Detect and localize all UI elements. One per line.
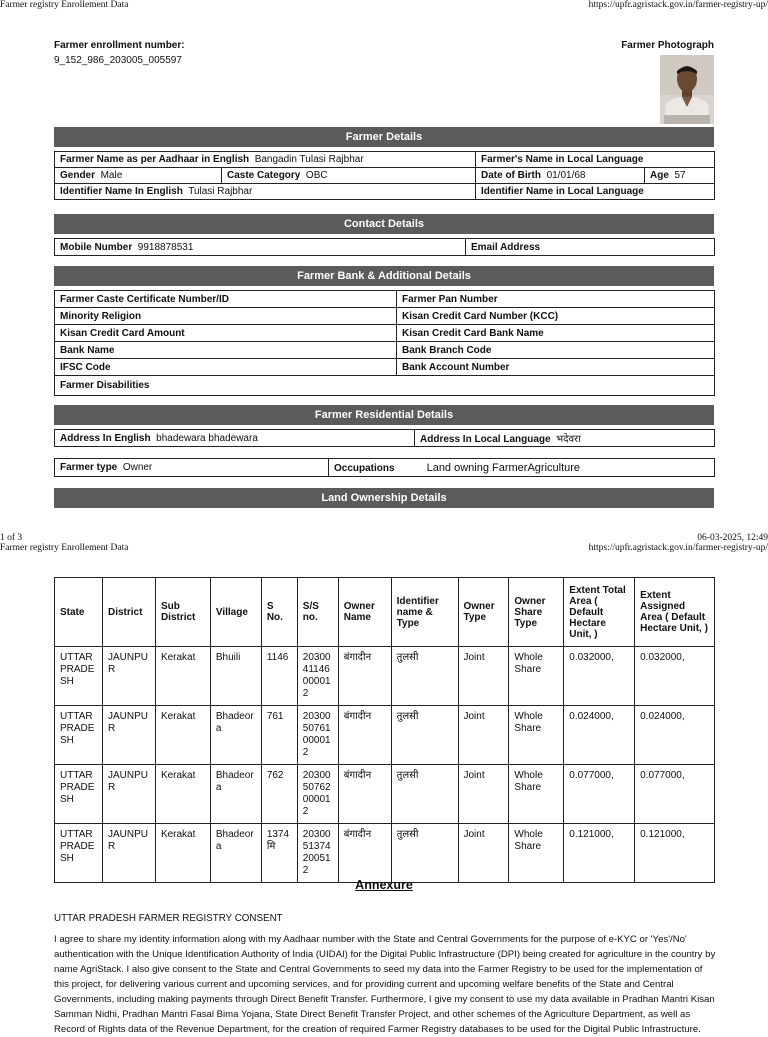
table-cell: बंगादीन [338,765,391,824]
table-cell: JAUNPU R [102,706,155,765]
table-cell: Bhadeor a [210,765,261,824]
dob-label: Date of Birth [481,170,541,181]
contact-details-table [54,238,715,256]
address-en-value: bhadewara bhadewara [156,432,258,444]
table-cell: Whole Share [509,706,564,765]
table-cell: 0.032000, [635,647,715,706]
table-cell: UTTAR PRADE SH [55,824,103,883]
farmer-photo [660,55,714,124]
print-header-url: https://upfr.agristack.gov.in/farmer-registry-up/ [588,0,768,10]
column-header: Owner Share Type [509,578,564,647]
consent-text: I agree to share my identity information along with my Aadhaar number with the State and Central Governments for the purpose of e-KYC or 'Yes'/No' authentication with the Unique Identification Authority of India (UIDAI) for the Digital Public Infrastructure (DPI) being created for agriculture in the country by name AgriStack. I also give consent to the State and Central Governments to seed my data into the Farmer Registry to be used for the implementation of this project, for delivering various current and upcoming services, and for providing current and upcoming welfare benefits of the State and Central Governments, including making payments through Direct Benefit Transfer. Furthermore, I give my consent to use my data available in Pradhan Mantri Kisan Samman Nidhi, Pradhan Mantri Fasal Bima Yojana, State Direct Benefit Transfer Project, and other schemes of the Agriculture Department, as well as Record of Rights data of the Revenue Department, for the creation of required Farmer Registry databases to be used for the Digital Public Infrastructure. [54,934,716,1035]
age-label: Age [650,170,669,181]
bank-field-label: IFSC Code [60,361,111,373]
occupation-table [54,458,715,477]
table-cell: Joint [458,824,509,883]
bank-details-table [54,290,715,396]
table-cell: 20300 50762 00001 2 [297,765,338,824]
bank-field-label: Bank Account Number [402,361,510,373]
page-number: 1 of 3 [0,533,23,543]
land-ownership-heading: Land Ownership Details [54,488,714,508]
column-header: Identifier name & Type [391,578,458,647]
table-row [55,765,715,824]
column-header: Village [210,578,261,647]
column-header: Owner Type [458,578,509,647]
name-en-value: Bangadin Tulasi Rajbhar [254,154,364,165]
column-header: State [55,578,103,647]
name-local-label: Farmer's Name in Local Language [481,154,644,165]
caste-label: Caste Category [227,170,301,181]
table-cell: JAUNPU R [102,765,155,824]
table-cell: Kerakat [155,765,210,824]
consent-title: UTTAR PRADESH FARMER REGISTRY CONSENT [54,913,283,924]
table-row [55,824,715,883]
table-cell: Whole Share [509,824,564,883]
column-header: S No. [261,578,297,647]
table-row [55,706,715,765]
table-cell: 20300 50761 00001 2 [297,706,338,765]
email-label: Email Address [471,241,541,253]
caste-value: OBC [305,170,328,181]
photo-label: Farmer Photograph [621,40,714,51]
table-cell: तुलसी [391,765,458,824]
table-cell: 762 [261,765,297,824]
table-cell: 1374 मि [261,824,297,883]
table-cell: UTTAR PRADE SH [55,647,103,706]
column-header: Owner Name [338,578,391,647]
table-cell: Kerakat [155,647,210,706]
table-cell: Kerakat [155,706,210,765]
land-table-header-row [55,578,715,647]
mobile-label: Mobile Number [60,241,133,253]
bank-field-label: Minority Religion [60,310,142,322]
table-cell: 1146 [261,647,297,706]
print-datetime: 06-03-2025, 12:49 [697,533,768,543]
table-cell: 0.077000, [635,765,715,824]
farmer-type-value: Owner [122,462,153,473]
residential-heading: Farmer Residential Details [54,405,714,425]
bank-field-label: Bank Branch Code [402,344,492,356]
bank-field-label: Kisan Credit Card Amount [60,327,185,339]
bank-field-label: Kisan Credit Card Bank Name [402,327,544,339]
age-value: 57 [674,170,686,181]
address-local-label: Address In Local Language [420,434,551,445]
print-header-title-page2: Farmer registry Enrollement Data [0,543,129,553]
table-cell: 0.121000, [635,824,715,883]
residential-table [54,429,715,447]
table-cell: तुलसी [391,647,458,706]
identifier-en-value: Tulasi Rajbhar [188,186,253,197]
table-cell: Kerakat [155,824,210,883]
dob-value: 01/01/68 [546,170,586,181]
table-cell: JAUNPU R [102,647,155,706]
table-cell: Whole Share [509,647,564,706]
farmer-type-label: Farmer type [60,462,118,473]
address-local-value: भदेवरा [556,434,581,445]
column-header: District [102,578,155,647]
table-cell: Joint [458,647,509,706]
table-cell: 761 [261,706,297,765]
table-cell: Joint [458,765,509,824]
table-cell: बंगादीन [338,647,391,706]
table-cell: JAUNPU R [102,824,155,883]
gender-value: Male [100,170,123,181]
name-en-label: Farmer Name as per Aadhaar in English [60,154,250,165]
table-cell: 0.024000, [564,706,635,765]
bank-field-label: Farmer Caste Certificate Number/ID [60,293,229,305]
annexure-title: Annexure [355,878,413,892]
bank-field-label: Farmer Pan Number [402,293,498,305]
farmer-details-heading: Farmer Details [54,127,714,147]
table-cell: 20300 51374 20051 2 [297,824,338,883]
enrollment-label: Farmer enrollment number: [54,40,185,51]
column-header: Extent Total Area ( Default Hectare Unit, ) [564,578,635,647]
column-header: Extent Assigned Area ( Default Hectare Unit, ) [635,578,715,647]
enrollment-number: 9_152_986_203005_005597 [54,55,182,66]
table-cell: UTTAR PRADE SH [55,765,103,824]
table-cell: Bhadeor a [210,706,261,765]
identifier-en-label: Identifier Name In English [60,186,183,197]
land-ownership-table [54,577,715,883]
mobile-value: 9918878531 [137,241,194,253]
bank-field-label: Kisan Credit Card Number (KCC) [402,310,559,322]
table-cell: Whole Share [509,765,564,824]
occupations-value: Land owning FarmerAgriculture [426,461,581,474]
print-header-url-page2: https://upfr.agristack.gov.in/farmer-registry-up/ [588,543,768,553]
table-cell: बंगादीन [338,706,391,765]
print-header-title: Farmer registry Enrollement Data [0,0,129,10]
table-cell: 20300 41146 00001 2 [297,647,338,706]
gender-label: Gender [60,170,96,181]
table-cell: Bhadeor a [210,824,261,883]
column-header: S/S no. [297,578,338,647]
table-cell: Joint [458,706,509,765]
table-cell: 0.077000, [564,765,635,824]
table-row [55,647,715,706]
contact-details-heading: Contact Details [54,214,714,234]
table-cell: 0.024000, [635,706,715,765]
table-cell: UTTAR PRADE SH [55,706,103,765]
bank-details-heading: Farmer Bank & Additional Details [54,266,714,286]
table-cell: तुलसी [391,706,458,765]
disabilities-label: Farmer Disabilities [60,380,150,391]
table-cell: तुलसी [391,824,458,883]
occupations-label: Occupations [334,462,395,474]
column-header: Sub District [155,578,210,647]
table-cell: Bhuili [210,647,261,706]
table-cell: 0.032000, [564,647,635,706]
bank-field-label: Bank Name [60,344,115,356]
identifier-local-label: Identifier Name in Local Language [481,186,644,197]
table-cell: बंगादीन [338,824,391,883]
address-en-label: Address In English [60,432,151,444]
table-cell: 0.121000, [564,824,635,883]
farmer-details-table [54,151,715,200]
